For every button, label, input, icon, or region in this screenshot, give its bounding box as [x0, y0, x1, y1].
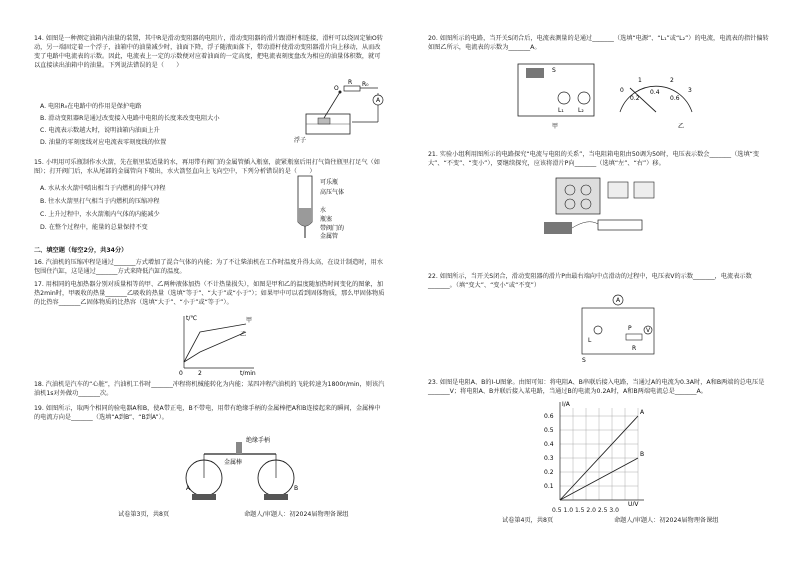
- q15-option-c: C. 上升过程中，水火箭瓶内气体的内能减少: [40, 211, 160, 218]
- q17-tick-0: 0: [179, 370, 183, 376]
- q23-series-a: A: [640, 409, 645, 416]
- q22-lamp-label: L: [588, 337, 592, 344]
- question-23: 23. 如图是电阻A、B的I-U图象。由图可知：将电阻A、B串联后接入电路，当通过A的电流为0.3A时，A和B两端的总电压是_______V；将电阻A、B并联后接入某电路，当通过B的电流为0.2A时，A和B两端电流总是_______A。: [428, 379, 765, 395]
- q23-ytick-2: 0.3: [544, 455, 554, 462]
- q23-xtick-4: 2.5: [597, 507, 608, 514]
- footer-page-4: 试卷第4页，共8页: [502, 517, 554, 524]
- question-18: 18. 汽油机是汽车的“心脏”，汽油机工作时_______冲程将机械能转化为内能；某四冲程汽油机的飞轮转速为1800r/min，则该汽油机1s对外做功_______次。: [34, 381, 385, 397]
- q20-jia-label: 甲: [552, 123, 559, 130]
- q22-slider-label: P: [628, 325, 632, 332]
- q17-y-label: t/℃: [186, 315, 198, 322]
- q23-xtick-5: 3.0: [609, 507, 619, 514]
- q23-xtick-3: 2.0: [586, 507, 596, 514]
- q15-water-rocket-figure: [290, 172, 350, 244]
- q14-r0-label: R₀: [362, 81, 369, 88]
- question-21: 21. 实验小组利用图所示的电路探究“电流与电阻的关系”，当电阻箱电阻由50调为50时，电压表示数会_______（选填“变大”、“不变”、“变小”），要继续探究，应该将滑片P向_______（选填“左”、“右”）移。: [428, 151, 760, 167]
- q23-xticks: [552, 506, 619, 515]
- q23-ytick-0: 0.1: [544, 483, 554, 490]
- q14-option-c: C. 电流表示数越大时，说明油箱内油面上升: [40, 127, 160, 134]
- q22-voltmeter-label: V: [646, 327, 651, 334]
- q17-temperature-chart: [174, 312, 260, 376]
- q14-r-label: R: [348, 79, 353, 86]
- q21-apparatus-figure: [538, 174, 668, 242]
- q20-l2-label: L₂: [578, 107, 584, 114]
- q20-switch-label: S: [552, 67, 556, 74]
- q19-handle-label: 绝缘手柄: [246, 437, 271, 444]
- q22-circuit-figure: [568, 294, 668, 364]
- q23-ytick-1: 0.2: [544, 469, 554, 476]
- q20-l1-label: L₁: [558, 107, 564, 114]
- question-16: 16. 汽油机的压缩冲程是通过_______方式增加了混合气体的内能；为了不让柴油机在工作时温度升得太高，在设计制造时，用水包围住汽缸，这是通过_______方式来降低汽缸的温度。: [34, 259, 384, 275]
- q14-float-label: 浮子: [294, 137, 307, 144]
- q23-ytick-5: 0.6: [544, 413, 554, 420]
- q19-electroscope-figure: [184, 434, 304, 502]
- q15-label-valve: 带阀门的: [320, 225, 345, 232]
- q17-series-yi: 乙: [240, 331, 247, 338]
- section-2-heading: 二、填空题（每空2分，共34分）: [34, 247, 128, 254]
- q23-y-label: I/A: [562, 401, 570, 408]
- page-3: [34, 0, 386, 561]
- question-22: 22. 如图所示，当开关S闭合，滑动变阻器的滑片P由最右端向中点滑动的过程中，电压表V的示数_______，电流表示数_______。（填“变大”、“变小”或“不变”）: [428, 273, 752, 289]
- q23-xtick-1: 1.0: [563, 507, 574, 514]
- q20-meter-tick-1: 1: [638, 77, 642, 84]
- q23-ytick-4: 0.5: [544, 427, 554, 434]
- q23-xtick-2: 1.5: [574, 507, 585, 514]
- q23-ytick-3: 0.4: [544, 441, 554, 448]
- q22-resistor-label: R: [632, 345, 637, 352]
- footer-author-right: 命题人/审题人：初2024届物理备课组: [614, 517, 719, 524]
- question-17: 17. 用相同的电加热器分别对质量相等的甲、乙两种液体加热（不计热量损失），如图是甲和乙的温度随加热时间变化的图象，加热2min时，甲吸收的热量_______乙吸收的热量（选填“等于”、“大于”或“小于”）；如果甲中可以看到固体物质，那么甲固体物质的比热容_______乙固体物质的比热容（选填“大于”、“小于”或“等于”）。: [34, 281, 385, 306]
- question-14-stem: 14. 如图是一种测定油箱内油量的装置，其中R是滑动变阻器的电阻片，滑动变阻器的滑片跟滑杆相连接，滑杆可以绕固定轴O转动，另一端固定着一个浮子，油箱中的油量减少时，油面下降，浮子随液面落下，带动滑杆使滑动变阻器滑片向上移动，从而改变了电路中电流表的示数。因此，电流表上一定的示数便对应着油面的一定高度，把电流表刻度盘改为相应的油量体积数，就可以直接读出油箱中的油量。下列说法错误的是（ ）: [34, 35, 383, 69]
- q20-meter-tick-06: 0.6: [670, 95, 680, 102]
- q23-x-label: U/V: [628, 501, 639, 506]
- q20-meter-tick-0: 0: [620, 87, 624, 94]
- q14-pivot-label: O: [334, 85, 339, 92]
- q14-option-b: B. 滑动变阻器R是通过改变接入电路中电阻的长度来改变电阻大小: [40, 115, 220, 122]
- q20-meter-tick-2: 2: [670, 77, 674, 84]
- q20-meter-tick-02: 0.2: [630, 95, 640, 102]
- q17-x-label: t/min: [240, 370, 256, 376]
- q22-ammeter-label: A: [616, 297, 621, 304]
- q15-label-stopper: 瓶塞: [320, 216, 333, 223]
- q19-label-a: A: [186, 485, 191, 492]
- q20-yi-label: 乙: [678, 123, 685, 130]
- q14-ammeter-label: A: [376, 97, 381, 104]
- q19-label-b: B: [294, 485, 299, 492]
- q20-circuit-figure: [508, 58, 708, 130]
- q14-option-d: D. 油量的零刻度线对应电流表零刻度线的位置: [40, 139, 167, 146]
- q19-rod-label: 金属棒: [224, 459, 243, 466]
- question-20: 20. 如图所示的电路，当开关S闭合后，电流表测量的是通过_______（选填“电源”、“L₁”或“L₂”）的电流，电流表的指针偏转如图乙所示，电流表的示数为_______A。: [428, 35, 769, 51]
- q23-series-b: B: [640, 451, 645, 458]
- q14-oil-gauge-figure: [292, 78, 386, 148]
- footer-page-3: 试卷第3页，共8页: [118, 511, 170, 518]
- q15-label-water: 水: [320, 207, 327, 214]
- q20-meter-tick-04: 0.4: [650, 89, 660, 96]
- footer-author-left: 命题人/审题人：初2024届物理备课组: [244, 511, 349, 518]
- q23-iu-chart: [538, 398, 648, 506]
- q15-label-gas: 高压气体: [320, 189, 345, 196]
- q23-grid: [560, 408, 638, 500]
- q22-switch-label: S: [582, 357, 586, 364]
- page-4: [428, 0, 772, 561]
- q15-label-bottle: 可乐瓶: [320, 179, 339, 186]
- q15-option-b: B. 往水火箭里打气相当于内燃机的压缩冲程: [40, 198, 160, 205]
- q17-series-jia: 甲: [246, 317, 253, 324]
- q14-option-a: A. 电阻R₀在电路中的作用是保护电路: [40, 103, 142, 110]
- question-15-stem: 15. 小明用可乐瓶制作水火箭，先在瓶里装适量的水，再用带有阀门的金属管插入瓶塞，旋紧瓶塞后用打气筒往瓶里打足气（如图）；打开阀门后，水从尾部的金属管向下喷出，水火箭竖直向上飞向空中，下列分析错误的是（ ）: [34, 159, 380, 175]
- q20-meter-tick-3: 3: [688, 87, 692, 94]
- q23-xtick-0: 0.5: [552, 507, 562, 514]
- q17-tick-2: 2: [198, 370, 202, 376]
- q15-label-tube: 金属管: [320, 233, 339, 240]
- q15-option-d: D. 在整个过程中，能量的总量保持不变: [40, 224, 148, 231]
- q15-option-a: A. 水从水火箭中喷出相当于内燃机的排气冲程: [40, 185, 166, 192]
- question-19: 19. 如图所示，取两个相同的验电器A和B，使A带正电，B不带电，用带有绝缘手柄的金属棒把A和B连接起来的瞬间，金属棒中的电流方向是_______（选填“A到B”、“B到A”）。: [34, 405, 381, 421]
